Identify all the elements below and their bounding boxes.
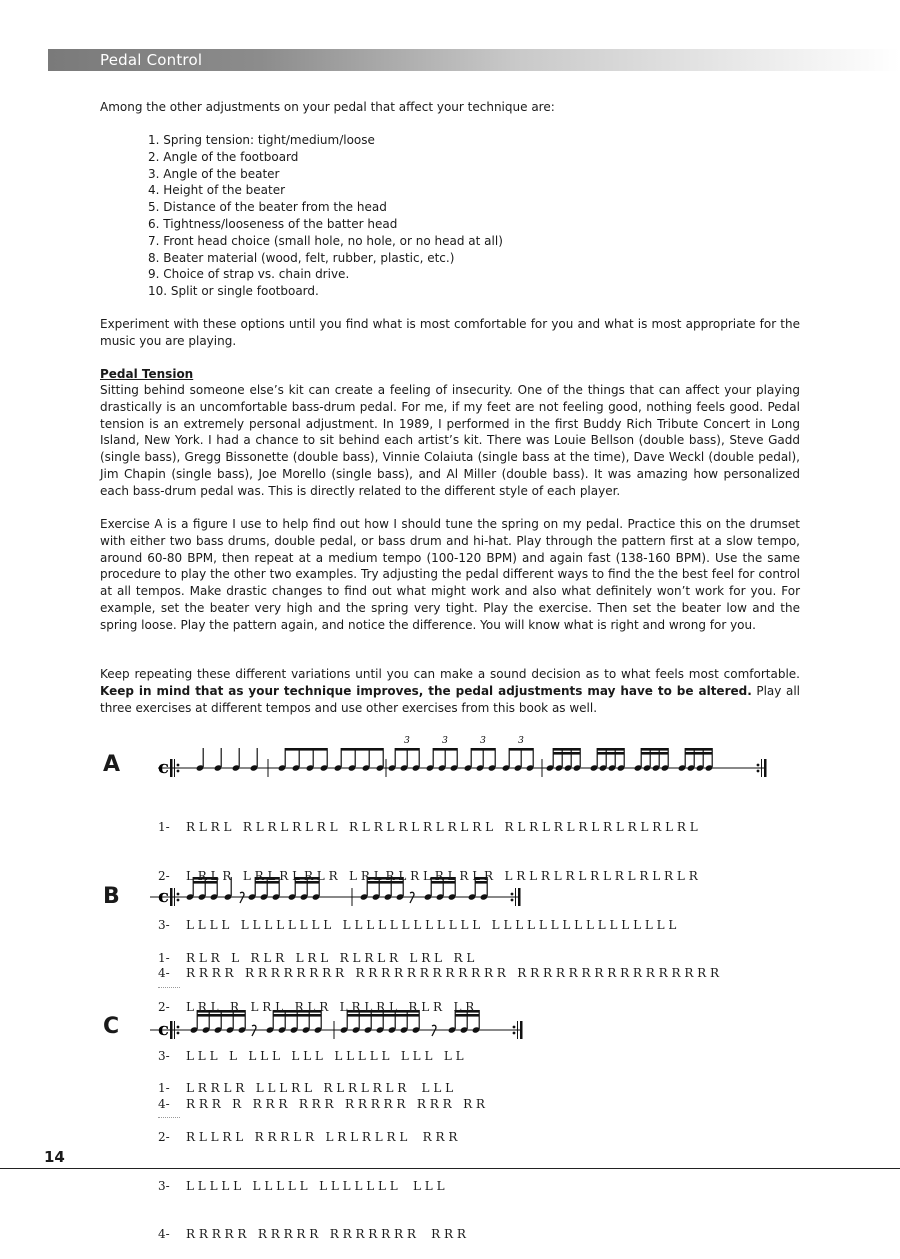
- paragraph-pedal-tension: Sitting behind someone else’s kit can create a feeling of insecurity. One of the things that can affect your playing drastically is an uncomfortable bass-drum pedal. For me, if my feet are not feeling good, nothing feels good. Pedal tension is an extremely personal adjustment. In 1989, I performed in the first Buddy Rich Tribute Concert in Long Island, New York. I had a chance to sit behind each artist’s kit. There was Louie Bellson (double bass), Steve Gadd (single bass), Gregg Bissonette (double bass), Vinnie Colaiuta (single bass at the time), Dave Weckl (double pedal), Jim Chapin (single bass), Joe Morello (single bass), and Al Miller (double bass). It was amazing how personalized each bass-drum pedal was. This is directly related to the different style of each player.: [100, 383, 800, 498]
- list-item: 6. Tightness/looseness of the batter head: [148, 216, 398, 231]
- sticking-table-c: [158, 1048, 466, 1259]
- common-time-sign: c: [158, 886, 169, 907]
- common-time-sign: c: [158, 757, 169, 778]
- list-item: 2. Angle of the footboard: [148, 149, 299, 164]
- triplet-mark: 3: [480, 736, 486, 746]
- note-beam: [685, 752, 712, 755]
- list-item: 9. Choice of strap vs. chain drive.: [148, 267, 350, 282]
- list-item: 3. Angle of the beater: [148, 166, 280, 181]
- sticking-row: 3- L L L L L L L L L L L L L L L L L L L L: [158, 1178, 445, 1193]
- paragraph-exercise-a: Exercise A is a figure I use to help find out how I should tune the spring on my pedal. Practice this on the drumset with either two bass drums, double pedal, or bass drum and hi-hat. Play through the pattern first at a slow tempo, around 60-80 BPM, then repeat at a medium tempo (100-120 BPM) and again fast (138-160 BPM). Use the same procedure to play the other two examples. Try adjusting the pedal different ways to find the the best feel for control at all tempos. Make drastic changes to find out what might work and also what definitely won’t work for you. For example, set the beater very high and the spring very tight. Play the exercise. Then set the beater low and the spring loose. Play the pattern again, and notice the difference. You will know what is right and wrong for you.: [100, 517, 800, 632]
- note-beam: [509, 748, 533, 751]
- triplet-mark: 3: [518, 736, 524, 746]
- intro-text: Among the other adjustments on your pedal that affect your technique are:: [100, 100, 555, 114]
- repeat-barline: [170, 759, 173, 777]
- note-beam: [285, 748, 327, 751]
- exercise-label-a: A: [103, 752, 121, 777]
- list-item: 7. Front head choice (small hole, no hole, or no head at all): [148, 233, 503, 248]
- sticking-row: 4- R R R R R R R R R R R R R R R R R R R R R R R R R R R R R R R R R R R R R R R R: [158, 966, 720, 981]
- bold-emphasis: Keep in mind that as your technique improves, the pedal adjustments may have to be altered.: [100, 683, 752, 698]
- sticking-row: 1- L R R L R L L L R L R L R L R L R L L L: [158, 1081, 454, 1096]
- note-beam: [433, 748, 457, 751]
- common-time-sign: c: [158, 1019, 169, 1040]
- sticking-row: 2- L R L R L R L R L R L R L R L R L R L R: [158, 1000, 475, 1015]
- repeat-dot: [177, 764, 180, 767]
- divider-dots: [158, 1117, 180, 1119]
- note-beam: [471, 748, 495, 751]
- section-heading-pedal-tension: Pedal Tension: [100, 367, 194, 381]
- list-item: 5. Distance of the beater from the head: [148, 200, 387, 215]
- exercise-label-c: C: [103, 1014, 120, 1039]
- note-beam: [597, 752, 624, 755]
- sticking-row: 3- L L L L L L L L L L L L L L L L L L L L L L L L L L L L L L L L L L L L L L L L: [158, 917, 677, 932]
- paragraph-text: Play all three exercises at different tempos and use other exercises from this book as well.: [100, 683, 800, 715]
- section-title: Pedal Control: [100, 51, 203, 69]
- repeat-dot: [757, 770, 760, 773]
- paragraph-text: Keep repeating these different variations until you can make a sound decision as to what feels most comfortable.: [100, 667, 800, 681]
- sticking-row: 1- R L R L R L R L R L R L R L R L R L R L R L R L R L R L R L R L R L R L R L R L: [158, 820, 698, 835]
- sticking-row: 2- R L L R L R R R L R L R L R L R L R R R: [158, 1130, 458, 1145]
- note-beam: [641, 748, 668, 751]
- repeat-barline: [517, 1021, 518, 1039]
- sticking-row: 1- R L R L R L R L R L R L R L R L R L R L: [158, 951, 475, 966]
- sticking-row: 2- L R L R L R L R L R L R L R L R L R L R L R L R L R L R L R L R L R L R L R L R: [158, 869, 698, 884]
- sticking-row: 3- L L L L L L L L L L L L L L L L L L L L: [158, 1048, 464, 1063]
- note-beam: [641, 752, 668, 755]
- repeat-barline: [764, 759, 767, 777]
- list-item: 8. Beater material (wood, felt, rubber, plastic, etc.): [148, 250, 455, 265]
- sticking-row: 4- R R R R R R R R R R R R R R R R R R R R: [158, 1097, 485, 1112]
- repeat-barline: [520, 1021, 523, 1039]
- sticking-row: 4- R R R R R R R R R R R R R R R R R R R R: [158, 1227, 466, 1242]
- repeat-barline: [174, 759, 175, 777]
- note-beam: [341, 748, 383, 751]
- page-number: 14: [44, 1148, 65, 1166]
- note-beam: [553, 752, 580, 755]
- list-item: 10. Split or single footboard.: [148, 284, 319, 299]
- divider-dots: [158, 987, 180, 989]
- repeat-barline: [761, 759, 762, 777]
- triplet-mark: 3: [404, 736, 410, 746]
- note-beam: [395, 748, 419, 751]
- triplet-mark: 3: [442, 736, 448, 746]
- paragraph-experiment: Experiment with these options until you find what is most comfortable for you and what is most appropriate for the music you are playing.: [100, 317, 800, 348]
- staff-exercise-a: [158, 736, 767, 778]
- repeat-dot: [757, 764, 760, 767]
- list-item: 1. Spring tension: tight/medium/loose: [148, 133, 375, 147]
- note-beam: [597, 748, 624, 751]
- repeat-dot: [177, 770, 180, 773]
- list-item: 4. Height of the beater: [148, 183, 286, 198]
- note-beam: [553, 748, 580, 751]
- note-beam: [685, 748, 712, 751]
- exercise-label-b: B: [103, 884, 120, 909]
- repeat-dot: [513, 1026, 516, 1029]
- footer-rule: [0, 1168, 900, 1169]
- repeat-dot: [513, 1032, 516, 1035]
